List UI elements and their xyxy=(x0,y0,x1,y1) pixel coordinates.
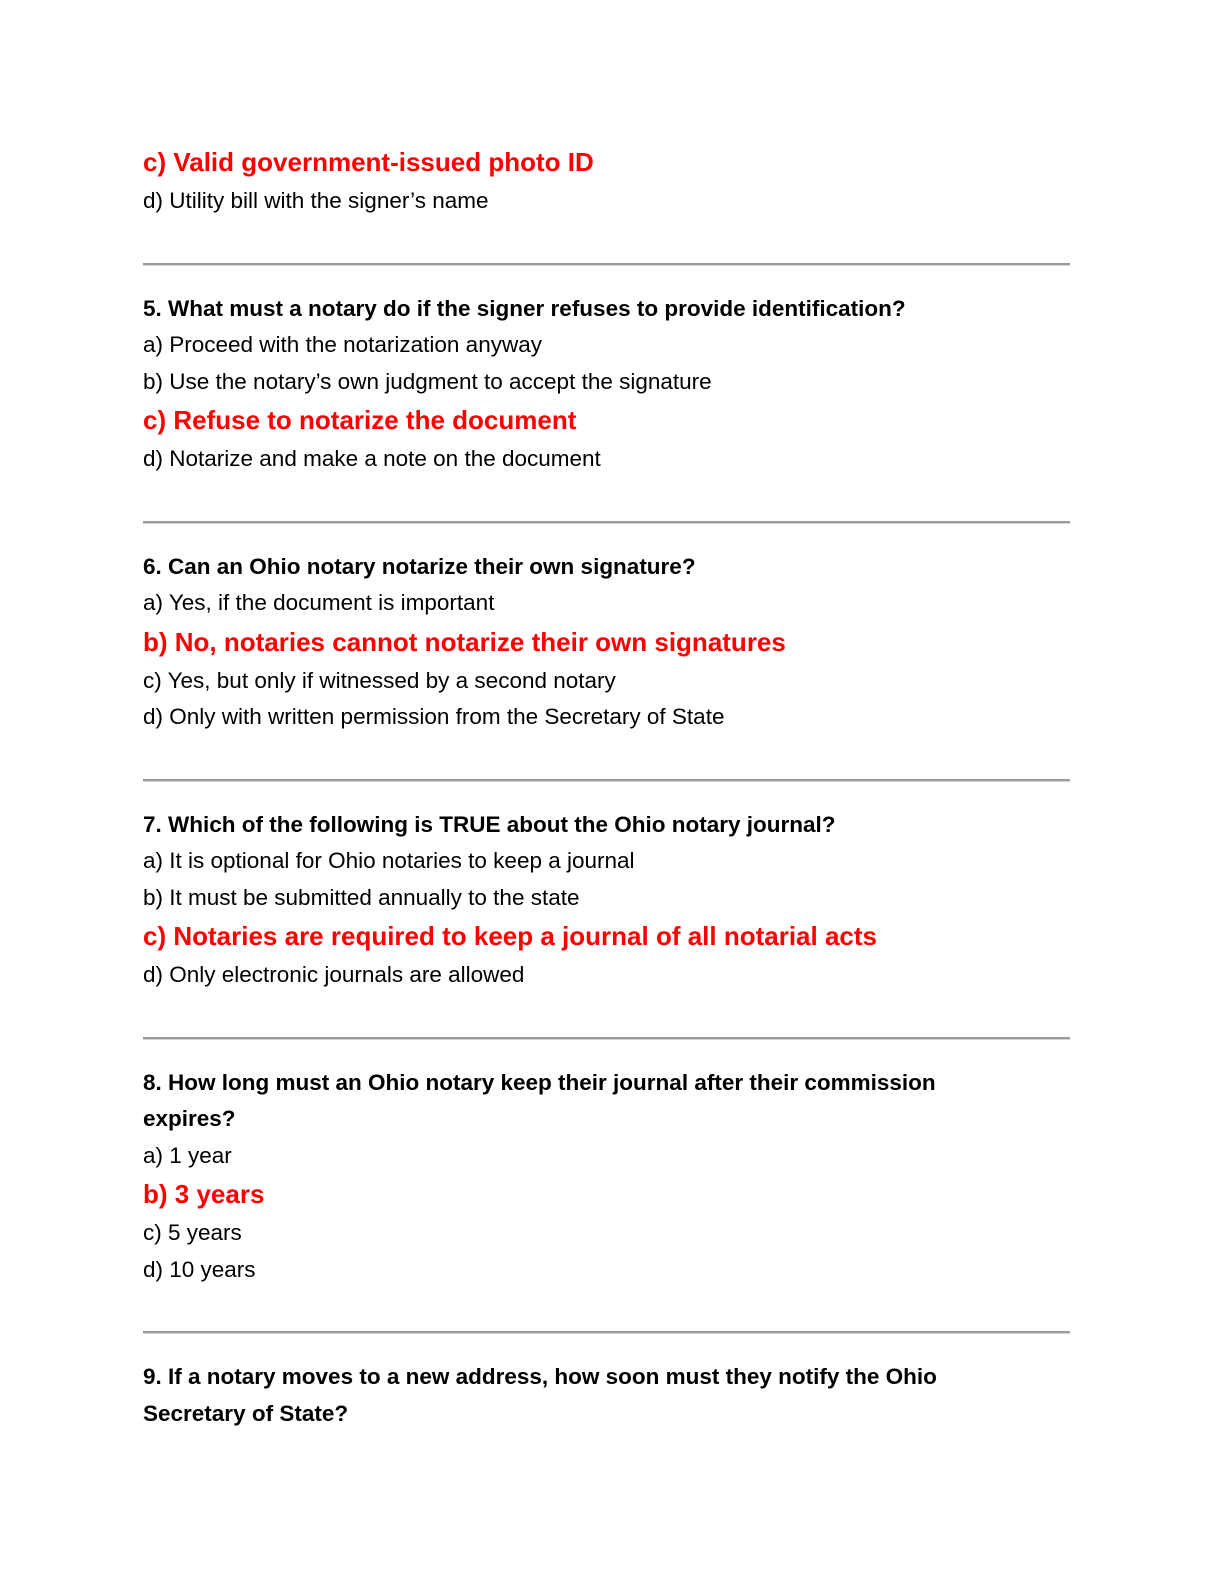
option-7c: c) Notaries are required to keep a journal of all notarial acts xyxy=(143,921,878,951)
option-8b: b) 3 years xyxy=(143,1179,265,1209)
option-6a: a) Yes, if the document is important xyxy=(143,590,495,615)
option-5d: d) Notarize and make a note on the document xyxy=(143,446,601,471)
option-4d: d) Utility bill with the signer’s name xyxy=(143,188,489,213)
question-8 xyxy=(143,1065,1070,1289)
divider xyxy=(143,263,1070,266)
option-6c: c) Yes, but only if witnessed by a second notary xyxy=(143,667,616,693)
option-7a: a) It is optional for Ohio notaries to keep a journal xyxy=(143,848,635,873)
divider xyxy=(143,1331,1070,1334)
divider xyxy=(143,521,1070,524)
question-9 xyxy=(143,1359,1070,1432)
option-8d: d) 10 years xyxy=(143,1256,256,1282)
question-8-prompt-line-1: 8. How long must an Ohio notary keep their journal after their commission xyxy=(143,1069,936,1095)
divider xyxy=(143,1037,1070,1040)
question-7 xyxy=(143,807,1070,994)
question-9-prompt-line-1: 9. If a notary moves to a new address, how soon must they notify the Ohio xyxy=(143,1364,937,1389)
option-8c: c) 5 years xyxy=(143,1220,242,1245)
question-8-prompt-line-2: expires? xyxy=(143,1106,236,1131)
question-5-prompt: 5. What must a notary do if the signer refuses to provide identification? xyxy=(143,295,906,321)
option-5b: b) Use the notary’s own judgment to accept the signature xyxy=(143,368,712,394)
option-4c: c) Valid government-issued photo ID xyxy=(143,147,594,177)
divider xyxy=(143,779,1070,782)
quiz-page xyxy=(143,142,1070,1432)
option-7d: d) Only electronic journals are allowed xyxy=(143,962,525,987)
question-4-continued xyxy=(143,142,1070,220)
question-6 xyxy=(143,549,1070,736)
question-6-prompt: 6. Can an Ohio notary notarize their own signature? xyxy=(143,553,696,579)
question-5 xyxy=(143,291,1070,478)
option-6b: b) No, notaries cannot notarize their own signatures xyxy=(143,626,786,657)
option-5a: a) Proceed with the notarization anyway xyxy=(143,332,542,357)
option-7b: b) It must be submitted annually to the state xyxy=(143,884,580,910)
question-7-prompt: 7. Which of the following is TRUE about the Ohio notary journal? xyxy=(143,811,836,837)
option-5c: c) Refuse to notarize the document xyxy=(143,405,577,435)
question-9-prompt-line-2: Secretary of State? xyxy=(143,1400,349,1426)
option-8a: a) 1 year xyxy=(143,1142,232,1168)
option-6d: d) Only with written permission from the Secretary of State xyxy=(143,704,725,729)
